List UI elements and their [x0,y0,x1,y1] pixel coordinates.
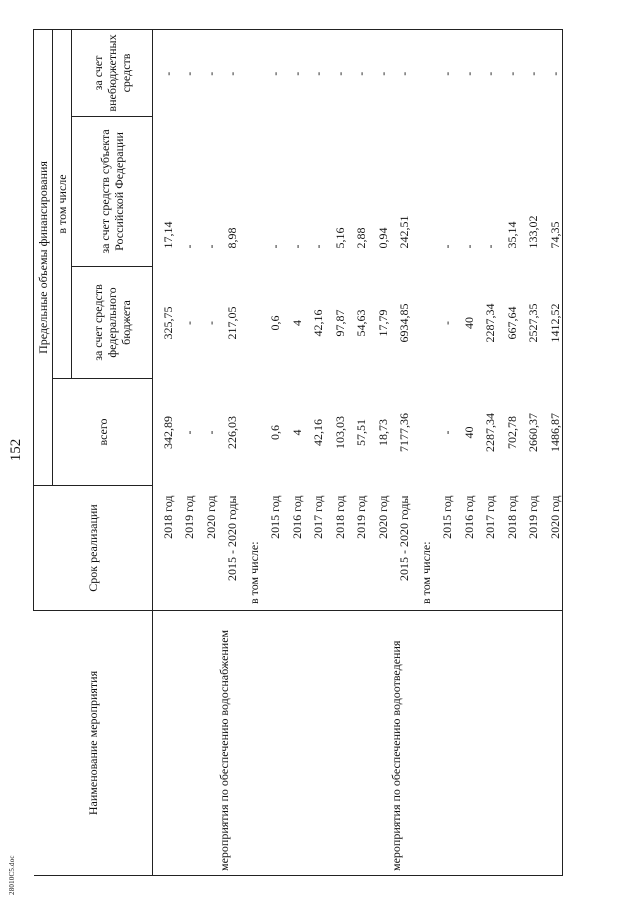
period-cell: 2015 - 2020 годы [397,495,411,581]
period-cell: в том числе: [246,541,261,604]
federal-cell [411,267,433,379]
header-including: в том числе [53,29,72,378]
activity-name-cell [175,611,197,876]
extrabudget-cell [239,29,261,116]
federal-cell: - [182,321,196,325]
total-cell: - [203,430,218,435]
extrabudget-cell: - [476,29,498,116]
period-cell: 2018 год [332,495,347,539]
extrabudget-cell: - [282,29,304,116]
table-body [153,29,563,875]
period-cell: 2015 год [268,495,282,539]
activity-name-cell [325,611,347,876]
period-cell: 2017 год [483,495,497,539]
table-row [175,29,197,875]
extrabudget-cell: - [196,29,218,116]
regional-cell: 74,35 [540,117,562,267]
federal-cell: 217,05 [225,306,239,340]
regional-cell: 133,02 [526,215,540,249]
table-row [282,29,304,875]
period-cell: 2020 год [375,495,390,539]
table-row [411,29,433,875]
regional-cell: - [440,244,454,249]
table-row [325,29,347,875]
federal-cell: 4 [289,320,304,326]
period-cell: 2016 год [289,495,304,539]
table-row [390,29,412,875]
total-cell [411,379,433,486]
activity-name-cell [497,611,519,876]
financing-table [33,29,563,876]
federal-cell: 667,64 [504,306,519,340]
table-row [153,29,175,875]
period-cell: 2019 год [526,495,540,539]
extrabudget-cell: - [390,29,412,116]
extrabudget-cell [411,29,433,116]
federal-cell: 42,16 [311,309,325,337]
total-cell: - [182,430,196,435]
regional-cell: - [182,244,196,249]
header-period: Срок реализации [34,486,153,611]
regional-cell: - [483,244,497,249]
extrabudget-cell: - [175,29,197,116]
regional-cell: 0,94 [375,227,390,249]
federal-cell: - [203,321,218,325]
table-row [239,29,261,875]
total-cell: 2287,34 [483,413,497,452]
table-row [497,29,519,875]
period-cell: 2017 год [311,495,325,539]
total-cell: 57,51 [354,419,368,446]
extrabudget-cell: - [347,29,369,116]
extrabudget-cell: - [454,29,476,116]
table-row [304,29,326,875]
activity-name-cell [282,611,304,876]
activity-name-cell [476,611,498,876]
regional-cell [411,117,433,267]
total-cell: 42,16 [311,419,325,446]
total-cell: 40 [461,426,476,439]
extrabudget-cell: - [368,29,390,116]
activity-name-cell: мероприятия по обеспечению водоотведения [390,611,412,876]
extrabudget-cell: - [153,29,175,116]
total-cell: - [440,430,454,435]
total-cell: 226,03 [225,416,239,449]
activity-name-cell [239,611,261,876]
federal-cell: 0,6 [268,315,282,331]
extrabudget-cell: - [325,29,347,116]
table-row [347,29,369,875]
activity-name-cell [540,611,562,876]
federal-cell [239,267,261,379]
activity-name-cell [454,611,476,876]
header-name: Наименование мероприятия [34,611,153,876]
extrabudget-cell: - [519,29,541,116]
table-row [476,29,498,875]
federal-cell: 17,79 [375,309,390,337]
total-cell: 4 [289,429,304,436]
header-extrabudget: за счет внебюджетных средств [72,29,153,116]
header-federal: за счет средств федерального бюджета [72,267,153,379]
federal-cell: 97,87 [332,309,347,337]
total-cell: 18,73 [375,419,390,446]
activity-name-cell [261,611,283,876]
total-cell [239,379,261,486]
period-cell: 2020 год [203,495,218,539]
regional-cell: 35,14 [504,221,519,249]
table-row [454,29,476,875]
federal-cell: 2287,34 [483,303,497,343]
regional-cell: 5,16 [332,227,347,249]
regional-cell [239,117,261,267]
table-row [368,29,390,875]
activity-name-cell [304,611,326,876]
federal-cell: 54,63 [354,309,368,337]
activity-name-cell [153,611,175,876]
period-cell: 2015 год [440,495,454,539]
federal-cell: - [440,321,454,325]
table-row [433,29,455,875]
total-cell: 2660,37 [526,413,540,452]
activity-name-cell [519,611,541,876]
activity-name-cell [196,611,218,876]
table-row [540,29,562,875]
period-cell: 2020 год [540,486,562,611]
period-cell: 2015 - 2020 годы [225,495,239,581]
table-row [196,29,218,875]
extrabudget-cell: - [304,29,326,116]
federal-cell: 2527,35 [526,303,540,343]
regional-cell: - [289,244,304,249]
federal-cell: 6934,85 [397,303,411,343]
extrabudget-cell: - [433,29,455,116]
period-cell: 2018 год [504,495,519,539]
period-cell: 2019 год [354,495,368,539]
total-cell: 7177,36 [397,413,411,452]
federal-cell: 325,75 [160,306,175,340]
total-cell: 0,6 [268,425,282,440]
regional-cell: 242,51 [397,215,411,249]
table-row [519,29,541,875]
regional-cell: - [203,244,218,249]
total-cell: 702,78 [504,416,519,449]
extrabudget-cell: - [261,29,283,116]
regional-cell: - [461,244,476,249]
total-cell: 103,03 [332,416,347,449]
activity-name-cell: мероприятия по обеспечению водоснабжением [218,611,240,876]
federal-cell: 40 [461,317,476,329]
activity-name-cell [347,611,369,876]
header-financing: Предельные объемы финансирования [34,29,53,485]
activity-name-cell [368,611,390,876]
federal-cell: 1412,52 [540,267,562,379]
page-number: 152 [8,438,24,462]
activity-name-cell [411,611,433,876]
table-row [261,29,283,875]
regional-cell: - [311,244,325,249]
extrabudget-cell: - [218,29,240,116]
period-cell: 2016 год [461,495,476,539]
document-code: 28010С5.doc [8,855,16,895]
regional-cell: 17,14 [160,221,175,249]
header-total: всего [53,379,153,486]
regional-cell: - [268,244,282,249]
extrabudget-cell: - [497,29,519,116]
total-cell: 342,89 [160,416,175,449]
period-cell: в том числе: [418,541,433,604]
regional-cell: 8,98 [225,227,239,249]
period-cell: 2019 год [182,495,196,539]
regional-cell: 2,88 [354,227,368,249]
activity-name-cell [433,611,455,876]
period-cell: 2018 год [160,495,175,539]
header-regional: за счет средств субъекта Российской Федерации [72,117,153,267]
total-cell: 1486,87 [540,379,562,486]
extrabudget-cell: - [540,29,562,116]
table-row [218,29,240,875]
